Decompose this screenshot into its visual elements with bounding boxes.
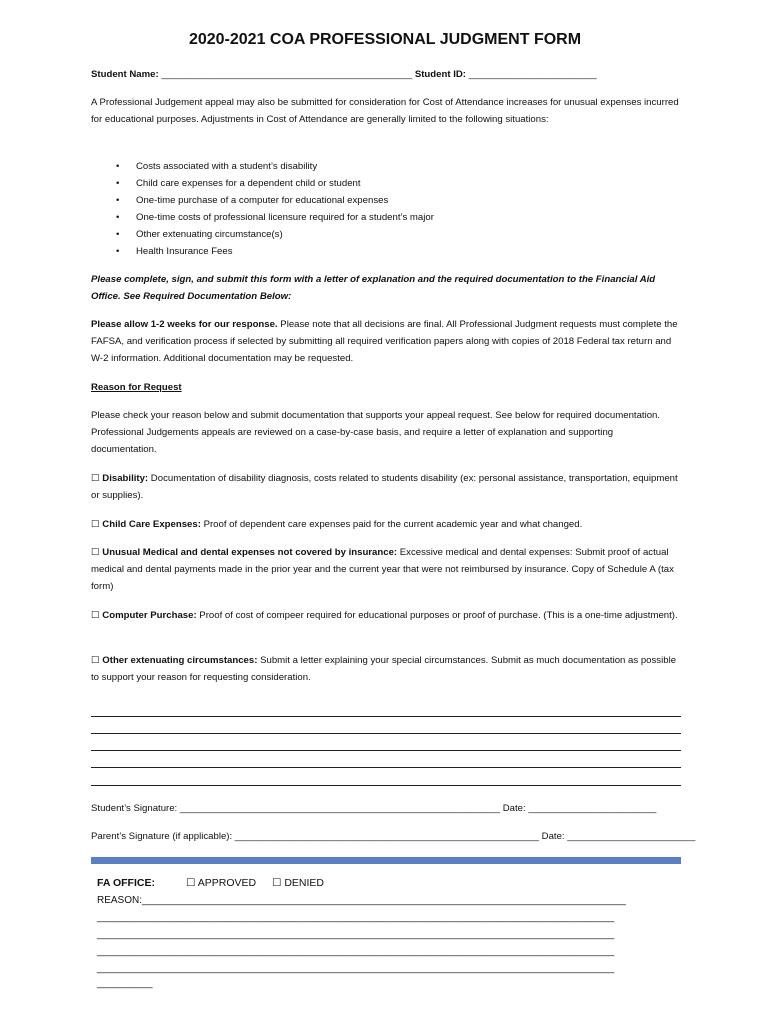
reason-heading: Reason for Request bbox=[91, 382, 182, 393]
explanation-line[interactable] bbox=[91, 785, 681, 786]
response-details: Please note that all decisions are final. All Professional Judgment requests must complete the FAFSA, and verification process if selected by submitting all required verification papers along with copies of 2018 Federal tax return and W-2 information. Additional documentation may be requested. bbox=[91, 319, 678, 364]
parent-date-field[interactable]: ________________________ bbox=[567, 831, 696, 842]
other-checkbox[interactable]: ☐ bbox=[91, 655, 100, 666]
reason-line[interactable]: _____________________________________________________________________________________________ bbox=[97, 929, 615, 940]
student-signature-row bbox=[91, 803, 656, 814]
list-item: • Health Insurance Fees bbox=[91, 243, 434, 260]
list-item: • One-time purchase of a computer for educational expenses bbox=[91, 192, 434, 209]
computer-checkbox[interactable]: ☐ bbox=[91, 610, 100, 621]
option-label: Unusual Medical and dental expenses not covered by insurance: bbox=[102, 547, 398, 558]
disability-checkbox[interactable]: ☐ bbox=[91, 473, 100, 484]
explanation-line[interactable] bbox=[91, 767, 681, 768]
reason-line[interactable]: _____________________________________________________________________________________________ bbox=[97, 963, 615, 974]
student-id-label: Student ID: bbox=[414, 69, 466, 80]
reason-row bbox=[97, 895, 626, 906]
student-name-label: Student Name: bbox=[91, 69, 159, 80]
reason-field[interactable]: _______________________________________________________________________________________ bbox=[142, 895, 626, 906]
option-disability bbox=[91, 471, 681, 505]
list-item: • Child care expenses for a dependent child or student bbox=[91, 175, 434, 192]
list-item: • Other extenuating circumstance(s) bbox=[91, 226, 434, 243]
option-medical bbox=[91, 545, 681, 595]
parent-signature-label: Parent’s Signature (if applicable): bbox=[91, 831, 233, 842]
child-care-checkbox[interactable]: ☐ bbox=[91, 519, 100, 530]
reason-paragraph: Please check your reason below and submit documentation that supports your appeal request. See below for required documentation. Professional Judgements appeals are reviewed on a case-by-case basis, and require a letter of explanation and supporting documentation. bbox=[91, 410, 661, 455]
parent-signature-field[interactable]: _________________________________________________________ bbox=[234, 831, 539, 842]
date-label: Date: bbox=[502, 803, 526, 814]
option-label: Child Care Expenses: bbox=[102, 519, 201, 530]
reason-line-short[interactable]: __________ bbox=[97, 978, 153, 989]
submission-instructions: Please complete, sign, and submit this form with a letter of explanation and the required documentation to the Financial Aid Office. See Required Documentation Below: bbox=[91, 274, 656, 302]
denied-checkbox[interactable]: ☐ DENIED bbox=[272, 877, 325, 889]
option-label: Other extenuating circumstances: bbox=[102, 655, 258, 666]
approved-checkbox[interactable]: ☐ APPROVED bbox=[186, 877, 257, 889]
option-text: Proof of cost of compeer required for educational purposes or proof of purchase. (This is a one-time adjustment). bbox=[196, 610, 678, 621]
reason-line[interactable]: _____________________________________________________________________________________________ bbox=[97, 946, 615, 957]
date-label: Date: bbox=[541, 831, 565, 842]
student-id-field[interactable]: ________________________ bbox=[468, 69, 597, 80]
option-text: Proof of dependent care expenses paid for the current academic year and what changed. bbox=[200, 519, 583, 530]
student-date-field[interactable]: ________________________ bbox=[528, 803, 657, 814]
option-text: Excessive medical and dental expenses: Submit proof of actual medical and dental payments made in the prior year and the current year that were not reimbursed by insurance. Copy of Schedule A (tax form) bbox=[91, 547, 674, 592]
form-title: 2020-2021 COA PROFESSIONAL JUDGMENT FORM bbox=[188, 31, 582, 48]
medical-checkbox[interactable]: ☐ bbox=[91, 547, 100, 558]
student-name-field[interactable]: _______________________________________________ bbox=[161, 69, 413, 80]
explanation-line[interactable] bbox=[91, 733, 681, 734]
option-computer bbox=[91, 608, 681, 625]
student-signature-field[interactable]: ____________________________________________________________ bbox=[179, 803, 501, 814]
reason-line[interactable]: _____________________________________________________________________________________________ bbox=[97, 912, 615, 923]
reason-label: REASON: bbox=[97, 895, 143, 906]
option-child-care bbox=[91, 517, 681, 534]
student-name-id-line bbox=[91, 69, 597, 80]
explanation-line[interactable] bbox=[91, 750, 681, 751]
list-item: • Costs associated with a student’s disability bbox=[91, 158, 434, 175]
response-notice bbox=[91, 317, 681, 367]
option-label: Disability: bbox=[102, 473, 149, 484]
option-label: Computer Purchase: bbox=[102, 610, 197, 621]
intro-paragraph: A Professional Judgement appeal may also be submitted for consideration for Cost of Attendance increases for unusual expenses incurred for educational purposes. Adjustments in Cost of Attendance are generally limited to the following situations: bbox=[91, 97, 679, 125]
option-other bbox=[91, 653, 681, 687]
section-divider bbox=[91, 857, 681, 864]
response-time: Please allow 1-2 weeks for our response. bbox=[91, 319, 278, 330]
option-text: Submit a letter explaining your special circumstances. Submit as much documentation as possible to support your reason for requesting consideration. bbox=[91, 655, 677, 683]
student-signature-label: Student’s Signature: bbox=[91, 803, 178, 814]
option-text: Documentation of disability diagnosis, costs related to students disability (ex: personal assistance, transportation, equipment or supplies). bbox=[91, 473, 678, 501]
situations-list bbox=[91, 158, 434, 260]
explanation-line[interactable] bbox=[91, 716, 681, 717]
list-item: • One-time costs of professional licensure required for a student’s major bbox=[91, 209, 434, 226]
fa-office-label: FA OFFICE: bbox=[97, 877, 155, 889]
parent-signature-row bbox=[91, 831, 695, 842]
